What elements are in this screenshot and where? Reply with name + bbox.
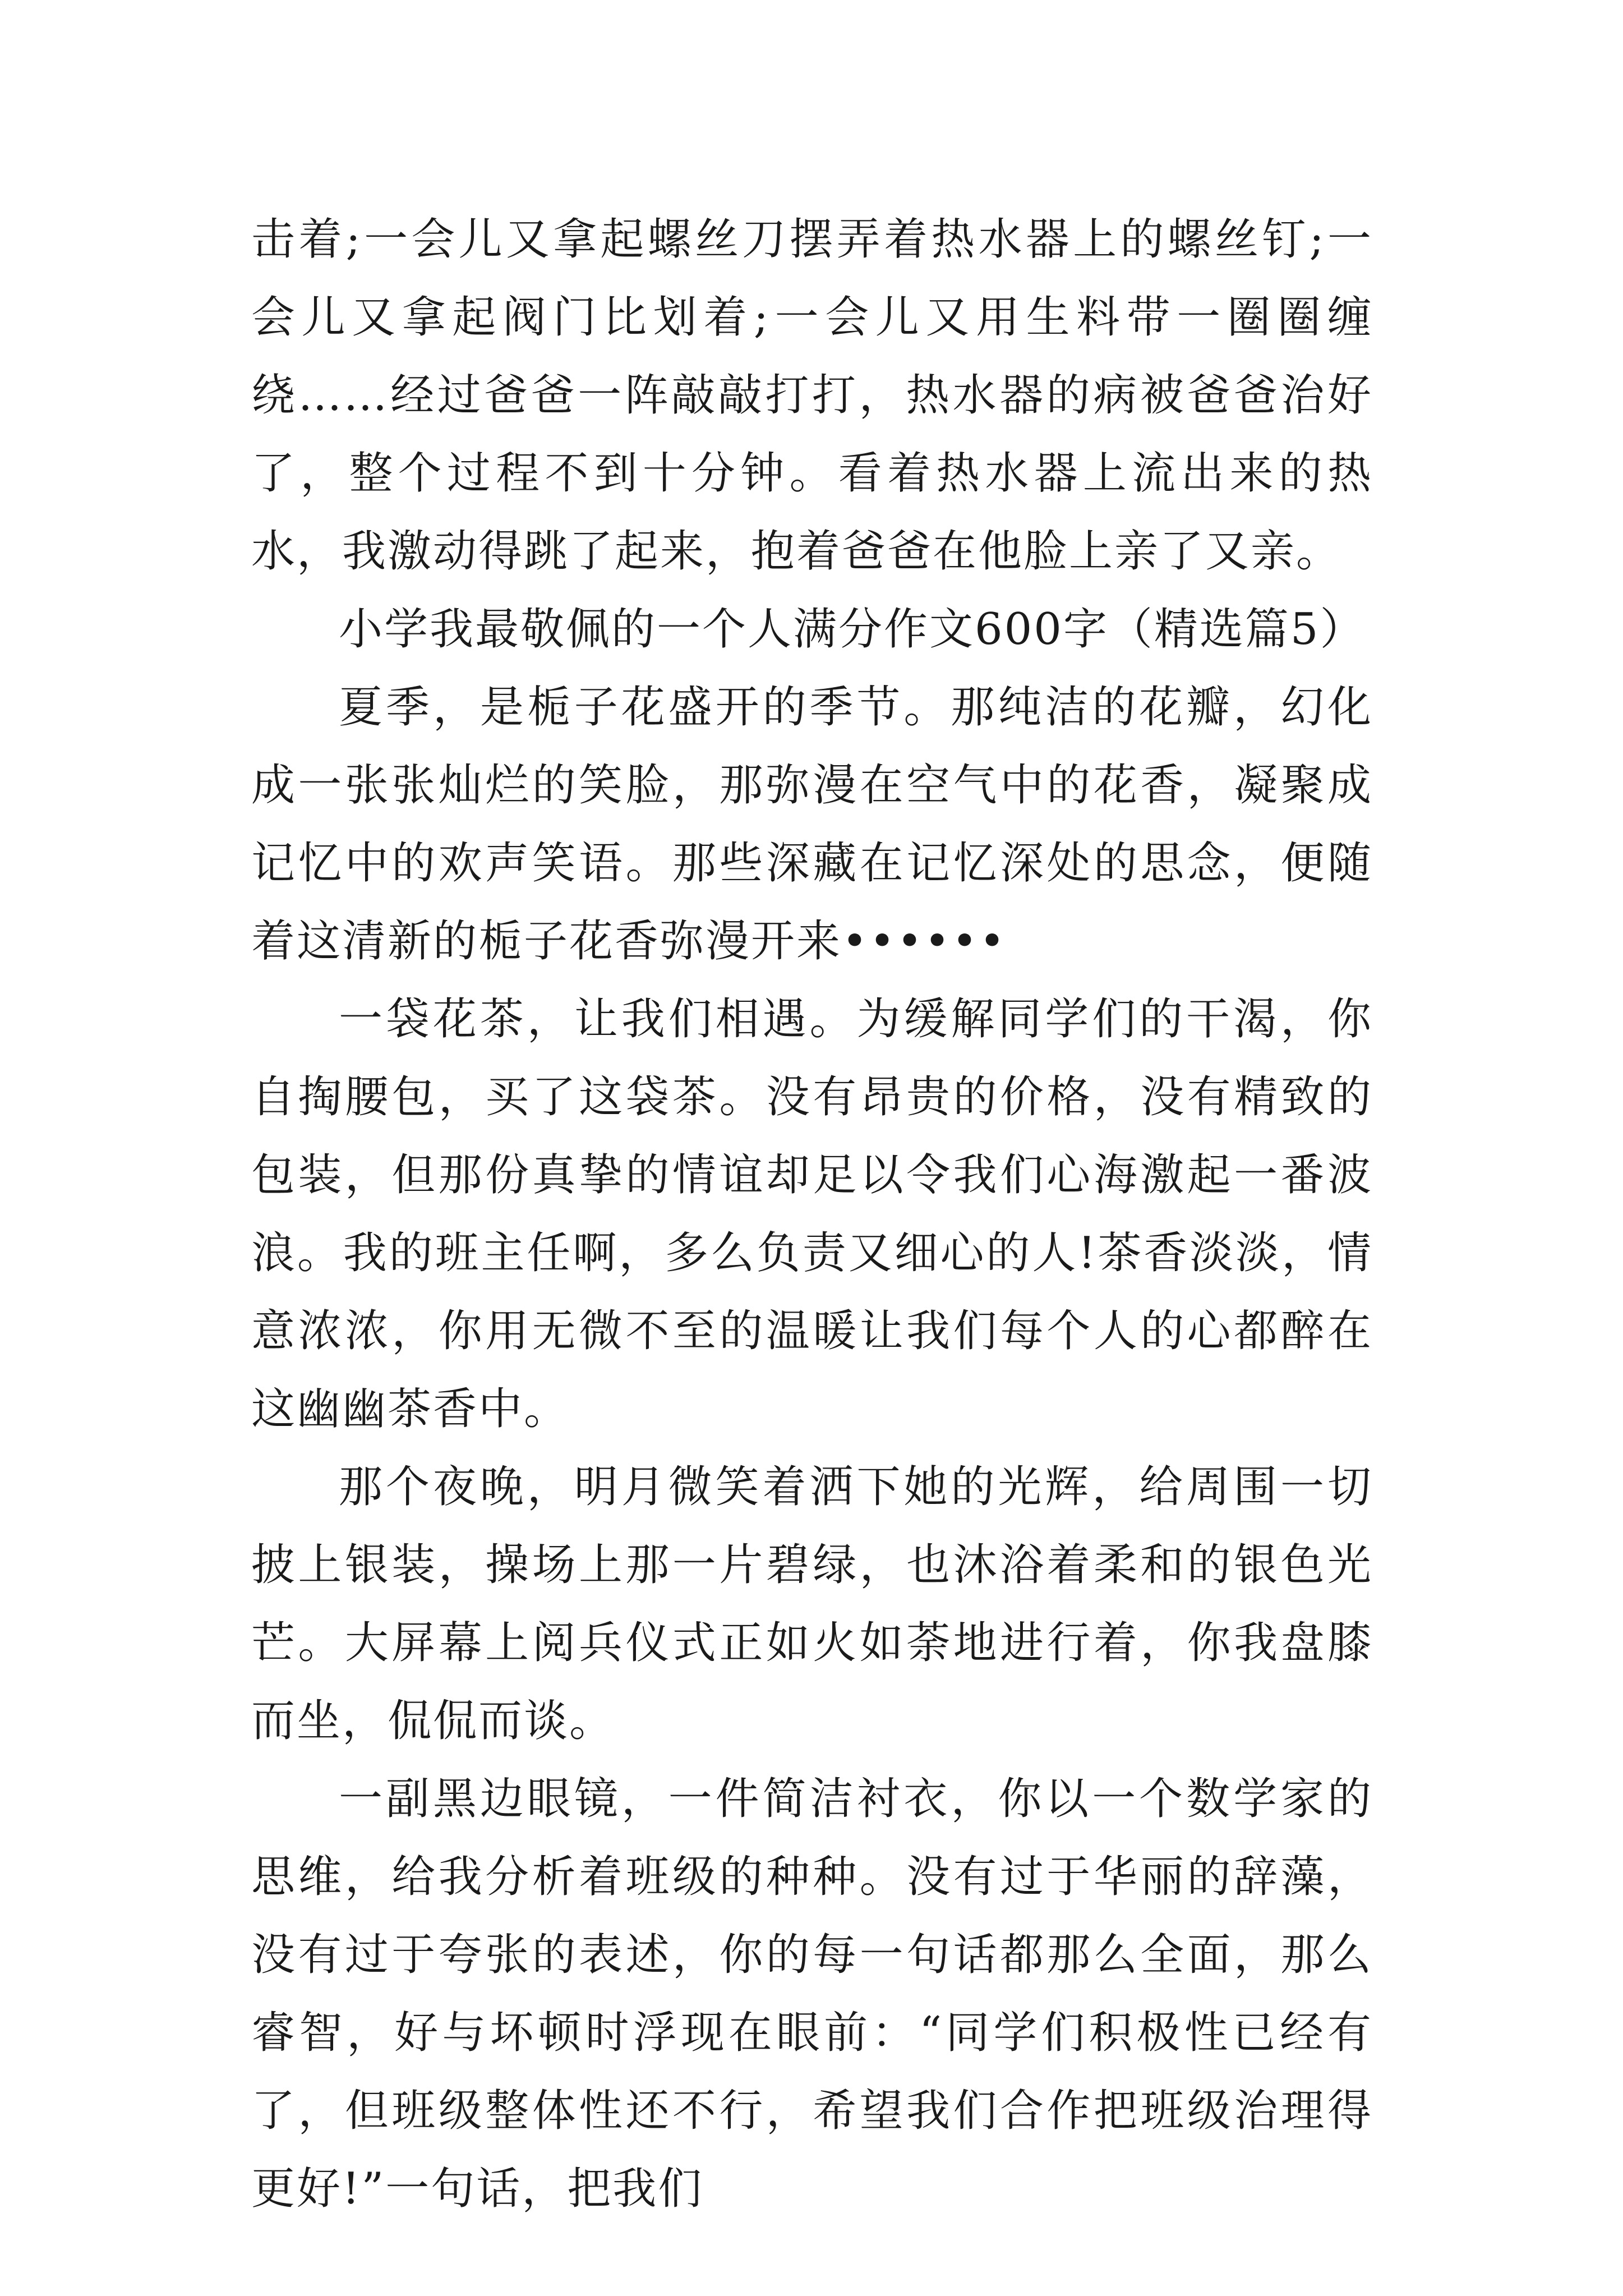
- paragraph-continuation: 击着;一会儿又拿起螺丝刀摆弄着热水器上的螺丝钉;一会儿又拿起阀门比划着;一会儿又用生料带一圈圈缠绕……经过爸爸一阵敲敲打打，热水器的病被爸爸治好了，整个过程不到十分钟。看着热水器上流出来的热水，我激动得跳了起来，抱着爸爸在他脸上亲了又亲。: [251, 214, 1373, 577]
- paragraph-night: 那个夜晚，明月微笑着洒下她的光辉，给周围一切披上银装，操场上那一片碧绿，也沐浴着柔和的银色光芒。大屏幕上阅兵仪式正如火如荼地进行着，你我盘膝而坐，侃侃而谈。: [251, 1462, 1373, 1746]
- paragraph-gardenia: 夏季，是栀子花盛开的季节。那纯洁的花瓣，幻化成一张张灿烂的笑脸，那弥漫在空气中的花香，凝聚成记忆中的欢声笑语。那些深藏在记忆深处的思念，便随着这清新的栀子花香弥漫开来••••••: [251, 682, 1373, 967]
- paragraph-glasses: 一副黑边眼镜，一件简洁衬衣，你以一个数学家的思维，给我分析着班级的种种。没有过于华丽的辞藻，没有过于夸张的表述，你的每一句话都那么全面，那么睿智，好与坏顿时浮现在眼前：“同学们积极性已经有了，但班级整体性还不行，希望我们合作把班级治理得更好!”一句话，把我们: [251, 1774, 1373, 2214]
- paragraph-flower-tea: 一袋花茶，让我们相遇。为缓解同学们的干渴，你自掏腰包，买了这袋茶。没有昂贵的价格，没有精致的包装，但那份真挚的情谊却足以令我们心海激起一番波浪。我的班主任啊，多么负责又细心的人!茶香淡淡，情意浓浓，你用无微不至的温暖让我们每个人的心都醉在这幽幽茶香中。: [251, 994, 1373, 1434]
- section-heading: 小学我最敬佩的一个人满分作文600字（精选篇5）: [339, 604, 1366, 655]
- document-body: [251, 201, 1373, 2228]
